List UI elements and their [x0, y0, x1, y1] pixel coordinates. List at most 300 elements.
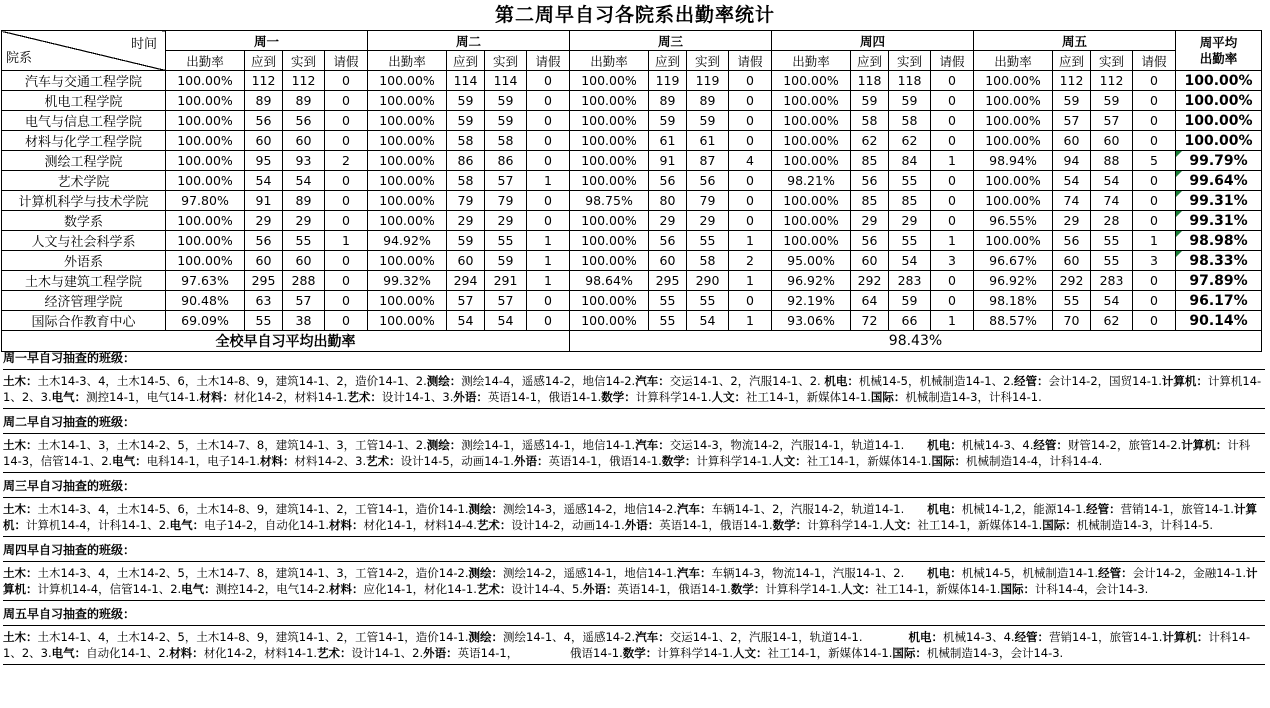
present-count-cell[interactable]: 60 — [283, 131, 325, 151]
department-name-cell[interactable]: 电气与信息工程学院 — [2, 111, 166, 131]
present-count-cell[interactable]: 54 — [1091, 291, 1133, 311]
day-header-thu[interactable]: 周四 — [772, 31, 974, 51]
expected-count-cell[interactable]: 94 — [1053, 151, 1091, 171]
present-count-cell[interactable]: 57 — [283, 291, 325, 311]
expected-count-cell[interactable]: 58 — [447, 131, 485, 151]
present-count-cell[interactable]: 288 — [283, 271, 325, 291]
weekly-average-cell[interactable]: 99.31% — [1176, 191, 1262, 211]
leave-count-cell[interactable]: 0 — [931, 71, 974, 91]
expected-count-cell[interactable]: 60 — [245, 251, 283, 271]
leave-col-header[interactable]: 请假 — [325, 51, 368, 71]
weekly-average-cell[interactable]: 99.64% — [1176, 171, 1262, 191]
attendance-rate-cell[interactable]: 92.19% — [772, 291, 851, 311]
present-col-header[interactable]: 实到 — [889, 51, 931, 71]
present-count-cell[interactable]: 57 — [1091, 111, 1133, 131]
expected-count-cell[interactable]: 295 — [245, 271, 283, 291]
leave-count-cell[interactable]: 0 — [1133, 131, 1176, 151]
expected-count-cell[interactable]: 63 — [245, 291, 283, 311]
leave-count-cell[interactable]: 0 — [931, 171, 974, 191]
attendance-rate-cell[interactable]: 96.92% — [974, 271, 1053, 291]
expected-col-header[interactable]: 应到 — [851, 51, 889, 71]
present-count-cell[interactable]: 38 — [283, 311, 325, 331]
expected-count-cell[interactable]: 59 — [447, 231, 485, 251]
present-count-cell[interactable]: 60 — [283, 251, 325, 271]
present-count-cell[interactable]: 29 — [283, 211, 325, 231]
attendance-rate-cell[interactable]: 97.80% — [166, 191, 245, 211]
attendance-rate-cell[interactable]: 100.00% — [772, 91, 851, 111]
leave-count-cell[interactable]: 1 — [527, 251, 570, 271]
weekly-average-cell[interactable]: 98.33% — [1176, 251, 1262, 271]
present-count-cell[interactable]: 112 — [1091, 71, 1133, 91]
present-count-cell[interactable]: 56 — [687, 171, 729, 191]
expected-count-cell[interactable]: 56 — [649, 171, 687, 191]
attendance-rate-cell[interactable]: 100.00% — [570, 151, 649, 171]
present-count-cell[interactable]: 89 — [283, 91, 325, 111]
weekly-average-cell[interactable]: 97.89% — [1176, 271, 1262, 291]
leave-count-cell[interactable]: 0 — [729, 211, 772, 231]
present-count-cell[interactable]: 55 — [485, 231, 527, 251]
present-col-header[interactable]: 实到 — [485, 51, 527, 71]
present-count-cell[interactable]: 54 — [1091, 171, 1133, 191]
leave-count-cell[interactable]: 0 — [527, 211, 570, 231]
present-count-cell[interactable]: 84 — [889, 151, 931, 171]
expected-count-cell[interactable]: 56 — [649, 231, 687, 251]
leave-count-cell[interactable]: 1 — [729, 271, 772, 291]
expected-count-cell[interactable]: 86 — [447, 151, 485, 171]
expected-count-cell[interactable]: 56 — [245, 231, 283, 251]
leave-count-cell[interactable]: 1 — [527, 271, 570, 291]
leave-count-cell[interactable]: 0 — [325, 171, 368, 191]
attendance-rate-cell[interactable]: 96.55% — [974, 211, 1053, 231]
present-count-cell[interactable]: 29 — [687, 211, 729, 231]
expected-count-cell[interactable]: 59 — [1053, 91, 1091, 111]
present-count-cell[interactable]: 55 — [889, 171, 931, 191]
attendance-rate-cell[interactable]: 100.00% — [570, 171, 649, 191]
leave-count-cell[interactable]: 0 — [931, 211, 974, 231]
leave-count-cell[interactable]: 0 — [1133, 191, 1176, 211]
present-count-cell[interactable]: 89 — [283, 191, 325, 211]
leave-count-cell[interactable]: 0 — [729, 91, 772, 111]
expected-count-cell[interactable]: 64 — [851, 291, 889, 311]
rate-col-header[interactable]: 出勤率 — [368, 51, 447, 71]
present-count-cell[interactable]: 59 — [889, 91, 931, 111]
expected-count-cell[interactable]: 29 — [447, 211, 485, 231]
present-count-cell[interactable]: 86 — [485, 151, 527, 171]
present-count-cell[interactable]: 79 — [485, 191, 527, 211]
weekly-average-cell[interactable]: 99.31% — [1176, 211, 1262, 231]
expected-count-cell[interactable]: 95 — [245, 151, 283, 171]
present-count-cell[interactable]: 28 — [1091, 211, 1133, 231]
attendance-rate-cell[interactable]: 98.18% — [974, 291, 1053, 311]
weekly-average-cell[interactable]: 100.00% — [1176, 111, 1262, 131]
expected-count-cell[interactable]: 91 — [649, 151, 687, 171]
expected-count-cell[interactable]: 91 — [245, 191, 283, 211]
attendance-rate-cell[interactable]: 100.00% — [772, 131, 851, 151]
present-count-cell[interactable]: 59 — [889, 291, 931, 311]
department-name-cell[interactable]: 数学系 — [2, 211, 166, 231]
weekly-average-cell[interactable]: 100.00% — [1176, 71, 1262, 91]
present-count-cell[interactable]: 62 — [1091, 311, 1133, 331]
expected-count-cell[interactable]: 72 — [851, 311, 889, 331]
attendance-rate-cell[interactable]: 100.00% — [368, 191, 447, 211]
attendance-rate-cell[interactable]: 100.00% — [570, 291, 649, 311]
expected-count-cell[interactable]: 55 — [1053, 291, 1091, 311]
weekly-average-cell[interactable]: 96.17% — [1176, 291, 1262, 311]
attendance-rate-cell[interactable]: 100.00% — [166, 171, 245, 191]
weekly-average-header[interactable] — [1176, 31, 1262, 71]
attendance-rate-cell[interactable]: 100.00% — [974, 191, 1053, 211]
attendance-rate-cell[interactable]: 100.00% — [570, 91, 649, 111]
expected-count-cell[interactable]: 59 — [851, 91, 889, 111]
leave-count-cell[interactable]: 5 — [1133, 151, 1176, 171]
expected-count-cell[interactable]: 60 — [1053, 131, 1091, 151]
attendance-rate-cell[interactable]: 98.94% — [974, 151, 1053, 171]
department-name-cell[interactable]: 测绘工程学院 — [2, 151, 166, 171]
attendance-rate-cell[interactable]: 100.00% — [772, 151, 851, 171]
attendance-rate-cell[interactable]: 100.00% — [166, 131, 245, 151]
present-count-cell[interactable]: 55 — [283, 231, 325, 251]
leave-count-cell[interactable]: 0 — [931, 131, 974, 151]
leave-count-cell[interactable]: 0 — [325, 191, 368, 211]
leave-count-cell[interactable]: 3 — [931, 251, 974, 271]
leave-count-cell[interactable]: 0 — [325, 291, 368, 311]
present-count-cell[interactable]: 59 — [1091, 91, 1133, 111]
leave-count-cell[interactable]: 0 — [325, 311, 368, 331]
expected-count-cell[interactable]: 54 — [447, 311, 485, 331]
present-count-cell[interactable]: 283 — [1091, 271, 1133, 291]
expected-count-cell[interactable]: 70 — [1053, 311, 1091, 331]
attendance-rate-cell[interactable]: 100.00% — [570, 111, 649, 131]
attendance-rate-cell[interactable]: 100.00% — [368, 311, 447, 331]
weekly-average-cell[interactable]: 90.14% — [1176, 311, 1262, 331]
expected-count-cell[interactable]: 85 — [851, 191, 889, 211]
present-count-cell[interactable]: 66 — [889, 311, 931, 331]
attendance-rate-cell[interactable]: 100.00% — [570, 231, 649, 251]
leave-count-cell[interactable]: 1 — [527, 171, 570, 191]
attendance-rate-cell[interactable]: 100.00% — [570, 311, 649, 331]
expected-count-cell[interactable]: 60 — [447, 251, 485, 271]
attendance-rate-cell[interactable]: 100.00% — [368, 71, 447, 91]
expected-count-cell[interactable]: 114 — [447, 71, 485, 91]
rate-col-header[interactable]: 出勤率 — [772, 51, 851, 71]
present-count-cell[interactable]: 59 — [485, 91, 527, 111]
leave-count-cell[interactable]: 0 — [325, 91, 368, 111]
attendance-rate-cell[interactable]: 100.00% — [166, 231, 245, 251]
present-count-cell[interactable]: 57 — [485, 291, 527, 311]
present-col-header[interactable]: 实到 — [1091, 51, 1133, 71]
expected-count-cell[interactable]: 55 — [649, 311, 687, 331]
expected-count-cell[interactable]: 60 — [649, 251, 687, 271]
attendance-rate-cell[interactable]: 90.48% — [166, 291, 245, 311]
expected-count-cell[interactable]: 54 — [245, 171, 283, 191]
expected-count-cell[interactable]: 62 — [851, 131, 889, 151]
leave-count-cell[interactable]: 0 — [325, 251, 368, 271]
expected-count-cell[interactable]: 29 — [851, 211, 889, 231]
leave-count-cell[interactable]: 0 — [527, 131, 570, 151]
attendance-rate-cell[interactable]: 96.67% — [974, 251, 1053, 271]
expected-count-cell[interactable]: 89 — [649, 91, 687, 111]
leave-count-cell[interactable]: 2 — [729, 251, 772, 271]
leave-count-cell[interactable]: 0 — [729, 291, 772, 311]
present-count-cell[interactable]: 55 — [687, 291, 729, 311]
leave-count-cell[interactable]: 0 — [527, 91, 570, 111]
attendance-rate-cell[interactable]: 100.00% — [166, 251, 245, 271]
department-name-cell[interactable]: 汽车与交通工程学院 — [2, 71, 166, 91]
leave-col-header[interactable]: 请假 — [1133, 51, 1176, 71]
department-name-cell[interactable]: 人文与社会科学系 — [2, 231, 166, 251]
leave-count-cell[interactable]: 0 — [931, 291, 974, 311]
present-count-cell[interactable]: 79 — [687, 191, 729, 211]
present-count-cell[interactable]: 54 — [889, 251, 931, 271]
expected-count-cell[interactable]: 56 — [851, 171, 889, 191]
expected-count-cell[interactable]: 112 — [245, 71, 283, 91]
attendance-rate-cell[interactable]: 100.00% — [570, 251, 649, 271]
present-count-cell[interactable]: 59 — [687, 111, 729, 131]
attendance-rate-cell[interactable]: 100.00% — [974, 91, 1053, 111]
leave-count-cell[interactable]: 0 — [527, 291, 570, 311]
day-header-wed[interactable]: 周三 — [570, 31, 772, 51]
attendance-rate-cell[interactable]: 88.57% — [974, 311, 1053, 331]
weekly-average-cell[interactable]: 100.00% — [1176, 91, 1262, 111]
attendance-rate-cell[interactable]: 99.32% — [368, 271, 447, 291]
attendance-rate-cell[interactable]: 97.63% — [166, 271, 245, 291]
department-name-cell[interactable]: 经济管理学院 — [2, 291, 166, 311]
expected-count-cell[interactable]: 29 — [245, 211, 283, 231]
expected-count-cell[interactable]: 112 — [1053, 71, 1091, 91]
expected-count-cell[interactable]: 292 — [851, 271, 889, 291]
leave-count-cell[interactable]: 0 — [729, 171, 772, 191]
department-name-cell[interactable]: 外语系 — [2, 251, 166, 271]
expected-count-cell[interactable]: 56 — [851, 231, 889, 251]
present-count-cell[interactable]: 57 — [485, 171, 527, 191]
attendance-rate-cell[interactable]: 100.00% — [772, 71, 851, 91]
expected-count-cell[interactable]: 60 — [851, 251, 889, 271]
leave-count-cell[interactable]: 0 — [325, 271, 368, 291]
present-count-cell[interactable]: 54 — [687, 311, 729, 331]
leave-count-cell[interactable]: 0 — [931, 111, 974, 131]
present-count-cell[interactable]: 112 — [283, 71, 325, 91]
leave-count-cell[interactable]: 0 — [1133, 271, 1176, 291]
leave-count-cell[interactable]: 0 — [1133, 111, 1176, 131]
leave-count-cell[interactable]: 0 — [527, 111, 570, 131]
attendance-rate-cell[interactable]: 93.06% — [772, 311, 851, 331]
rate-col-header[interactable]: 出勤率 — [974, 51, 1053, 71]
leave-col-header[interactable]: 请假 — [931, 51, 974, 71]
expected-count-cell[interactable]: 59 — [447, 91, 485, 111]
leave-count-cell[interactable]: 1 — [729, 231, 772, 251]
leave-count-cell[interactable]: 1 — [931, 311, 974, 331]
expected-count-cell[interactable]: 56 — [1053, 231, 1091, 251]
present-count-cell[interactable]: 60 — [1091, 131, 1133, 151]
leave-col-header[interactable]: 请假 — [527, 51, 570, 71]
leave-count-cell[interactable]: 0 — [527, 191, 570, 211]
leave-count-cell[interactable]: 0 — [1133, 291, 1176, 311]
attendance-rate-cell[interactable]: 69.09% — [166, 311, 245, 331]
attendance-rate-cell[interactable]: 100.00% — [166, 91, 245, 111]
attendance-rate-cell[interactable]: 100.00% — [570, 131, 649, 151]
present-count-cell[interactable]: 74 — [1091, 191, 1133, 211]
present-count-cell[interactable]: 87 — [687, 151, 729, 171]
present-count-cell[interactable]: 58 — [889, 111, 931, 131]
leave-count-cell[interactable]: 0 — [729, 111, 772, 131]
expected-count-cell[interactable]: 29 — [649, 211, 687, 231]
department-name-cell[interactable]: 土木与建筑工程学院 — [2, 271, 166, 291]
present-count-cell[interactable]: 85 — [889, 191, 931, 211]
leave-count-cell[interactable]: 1 — [931, 231, 974, 251]
day-header-fri[interactable]: 周五 — [974, 31, 1176, 51]
expected-count-cell[interactable]: 295 — [649, 271, 687, 291]
expected-col-header[interactable]: 应到 — [1053, 51, 1091, 71]
leave-count-cell[interactable]: 0 — [325, 71, 368, 91]
leave-count-cell[interactable]: 0 — [1133, 171, 1176, 191]
rate-col-header[interactable]: 出勤率 — [570, 51, 649, 71]
expected-count-cell[interactable]: 79 — [447, 191, 485, 211]
leave-count-cell[interactable]: 0 — [325, 111, 368, 131]
attendance-rate-cell[interactable]: 96.92% — [772, 271, 851, 291]
present-count-cell[interactable]: 88 — [1091, 151, 1133, 171]
leave-count-cell[interactable]: 0 — [729, 71, 772, 91]
leave-count-cell[interactable]: 4 — [729, 151, 772, 171]
expected-count-cell[interactable]: 61 — [649, 131, 687, 151]
attendance-rate-cell[interactable]: 100.00% — [166, 71, 245, 91]
leave-count-cell[interactable]: 1 — [729, 311, 772, 331]
attendance-rate-cell[interactable]: 100.00% — [570, 71, 649, 91]
attendance-rate-cell[interactable]: 100.00% — [772, 111, 851, 131]
attendance-rate-cell[interactable]: 100.00% — [974, 171, 1053, 191]
expected-count-cell[interactable]: 57 — [447, 291, 485, 311]
attendance-rate-cell[interactable]: 98.64% — [570, 271, 649, 291]
attendance-rate-cell[interactable]: 100.00% — [772, 231, 851, 251]
attendance-rate-cell[interactable]: 100.00% — [368, 291, 447, 311]
attendance-rate-cell[interactable]: 100.00% — [368, 131, 447, 151]
attendance-rate-cell[interactable]: 100.00% — [368, 151, 447, 171]
expected-count-cell[interactable]: 55 — [245, 311, 283, 331]
present-count-cell[interactable]: 118 — [889, 71, 931, 91]
expected-count-cell[interactable]: 118 — [851, 71, 889, 91]
school-average-value[interactable]: 98.43% — [570, 331, 1262, 352]
present-count-cell[interactable]: 56 — [283, 111, 325, 131]
leave-count-cell[interactable]: 2 — [325, 151, 368, 171]
attendance-rate-cell[interactable]: 100.00% — [166, 111, 245, 131]
leave-count-cell[interactable]: 0 — [527, 311, 570, 331]
leave-count-cell[interactable]: 0 — [729, 131, 772, 151]
school-average-label[interactable]: 全校早自习平均出勤率 — [2, 331, 570, 352]
expected-count-cell[interactable]: 29 — [1053, 211, 1091, 231]
weekly-average-cell[interactable]: 100.00% — [1176, 131, 1262, 151]
attendance-rate-cell[interactable]: 100.00% — [368, 211, 447, 231]
expected-count-cell[interactable]: 74 — [1053, 191, 1091, 211]
attendance-rate-cell[interactable]: 100.00% — [974, 111, 1053, 131]
present-count-cell[interactable]: 55 — [1091, 231, 1133, 251]
expected-count-cell[interactable]: 294 — [447, 271, 485, 291]
expected-count-cell[interactable]: 56 — [245, 111, 283, 131]
attendance-rate-cell[interactable]: 100.00% — [974, 231, 1053, 251]
attendance-rate-cell[interactable]: 100.00% — [974, 71, 1053, 91]
expected-count-cell[interactable]: 57 — [1053, 111, 1091, 131]
present-count-cell[interactable]: 55 — [1091, 251, 1133, 271]
corner-header-cell[interactable] — [2, 31, 166, 71]
leave-count-cell[interactable]: 0 — [527, 71, 570, 91]
leave-col-header[interactable]: 请假 — [729, 51, 772, 71]
attendance-rate-cell[interactable]: 100.00% — [166, 151, 245, 171]
attendance-rate-cell[interactable]: 100.00% — [368, 111, 447, 131]
attendance-rate-cell[interactable]: 100.00% — [570, 211, 649, 231]
attendance-rate-cell[interactable]: 100.00% — [974, 131, 1053, 151]
leave-count-cell[interactable]: 0 — [1133, 311, 1176, 331]
department-name-cell[interactable]: 计算机科学与技术学院 — [2, 191, 166, 211]
present-count-cell[interactable]: 61 — [687, 131, 729, 151]
present-count-cell[interactable]: 119 — [687, 71, 729, 91]
leave-count-cell[interactable]: 0 — [1133, 71, 1176, 91]
department-name-cell[interactable]: 机电工程学院 — [2, 91, 166, 111]
expected-count-cell[interactable]: 59 — [447, 111, 485, 131]
expected-count-cell[interactable]: 89 — [245, 91, 283, 111]
attendance-rate-cell[interactable]: 100.00% — [772, 211, 851, 231]
present-count-cell[interactable]: 29 — [485, 211, 527, 231]
attendance-rate-cell[interactable]: 95.00% — [772, 251, 851, 271]
leave-count-cell[interactable]: 0 — [325, 211, 368, 231]
leave-count-cell[interactable]: 0 — [931, 271, 974, 291]
leave-count-cell[interactable]: 0 — [931, 191, 974, 211]
attendance-rate-cell[interactable]: 100.00% — [368, 91, 447, 111]
present-count-cell[interactable]: 58 — [485, 131, 527, 151]
present-count-cell[interactable]: 290 — [687, 271, 729, 291]
expected-count-cell[interactable]: 54 — [1053, 171, 1091, 191]
present-count-cell[interactable]: 93 — [283, 151, 325, 171]
attendance-rate-cell[interactable]: 100.00% — [166, 211, 245, 231]
expected-count-cell[interactable]: 60 — [1053, 251, 1091, 271]
expected-count-cell[interactable]: 80 — [649, 191, 687, 211]
leave-count-cell[interactable]: 0 — [1133, 211, 1176, 231]
expected-count-cell[interactable]: 59 — [649, 111, 687, 131]
leave-count-cell[interactable]: 0 — [1133, 91, 1176, 111]
leave-count-cell[interactable]: 0 — [325, 131, 368, 151]
present-count-cell[interactable]: 59 — [485, 111, 527, 131]
department-name-cell[interactable]: 国际合作教育中心 — [2, 311, 166, 331]
expected-count-cell[interactable]: 58 — [447, 171, 485, 191]
expected-col-header[interactable]: 应到 — [649, 51, 687, 71]
leave-count-cell[interactable]: 0 — [527, 151, 570, 171]
department-name-cell[interactable]: 材料与化学工程学院 — [2, 131, 166, 151]
expected-count-cell[interactable]: 60 — [245, 131, 283, 151]
expected-col-header[interactable]: 应到 — [245, 51, 283, 71]
present-count-cell[interactable]: 291 — [485, 271, 527, 291]
present-count-cell[interactable]: 283 — [889, 271, 931, 291]
present-count-cell[interactable]: 55 — [889, 231, 931, 251]
day-header-mon[interactable]: 周一 — [166, 31, 368, 51]
expected-count-cell[interactable]: 119 — [649, 71, 687, 91]
attendance-rate-cell[interactable]: 98.75% — [570, 191, 649, 211]
present-count-cell[interactable]: 58 — [687, 251, 729, 271]
weekly-average-cell[interactable]: 99.79% — [1176, 151, 1262, 171]
leave-count-cell[interactable]: 1 — [527, 231, 570, 251]
leave-count-cell[interactable]: 0 — [729, 191, 772, 211]
attendance-rate-cell[interactable]: 100.00% — [772, 191, 851, 211]
attendance-rate-cell[interactable]: 98.21% — [772, 171, 851, 191]
leave-count-cell[interactable]: 1 — [325, 231, 368, 251]
leave-count-cell[interactable]: 0 — [931, 91, 974, 111]
expected-col-header[interactable]: 应到 — [447, 51, 485, 71]
present-col-header[interactable]: 实到 — [283, 51, 325, 71]
present-count-cell[interactable]: 89 — [687, 91, 729, 111]
leave-count-cell[interactable]: 3 — [1133, 251, 1176, 271]
attendance-rate-cell[interactable]: 100.00% — [368, 251, 447, 271]
expected-count-cell[interactable]: 85 — [851, 151, 889, 171]
present-count-cell[interactable]: 62 — [889, 131, 931, 151]
attendance-rate-cell[interactable]: 100.00% — [368, 171, 447, 191]
rate-col-header[interactable]: 出勤率 — [166, 51, 245, 71]
present-col-header[interactable]: 实到 — [687, 51, 729, 71]
